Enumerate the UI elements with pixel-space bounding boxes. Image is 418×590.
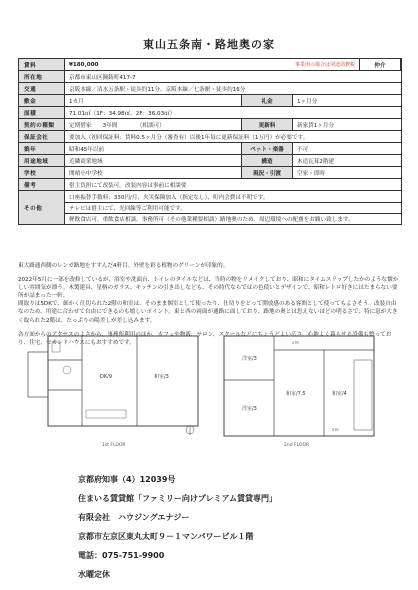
other-row xyxy=(19,191,401,224)
zoning-row xyxy=(19,155,401,167)
agency-license: 京都府知事（4）12039号 xyxy=(78,475,176,484)
tv-note: テレビは借主にて、光回線等ご利用可能です。 xyxy=(65,202,401,213)
brokerage-badge: 仲介 xyxy=(359,59,401,70)
room-label-yoshitsu-2: 洋室/3 xyxy=(242,406,257,412)
room-label-yoshitsu-1: 洋室/3 xyxy=(242,356,257,362)
deposit-label: 敷金 xyxy=(19,95,65,106)
zoning-value: 近隣商業地域 xyxy=(69,158,103,165)
handover-label: 現況・引渡 xyxy=(241,167,293,178)
key-money-value: 1ヶ月分 xyxy=(297,98,318,105)
built-label: 築年 xyxy=(19,143,65,154)
key-money-label: 礼金 xyxy=(241,95,293,106)
agency-info xyxy=(78,470,277,584)
property-spec-table xyxy=(18,58,402,225)
agency-holiday: 水曜定休 xyxy=(78,570,110,579)
area-value: 71.01㎡（1F：34.98㎡、2F：36.03㎡） xyxy=(69,110,176,117)
floor-1-label: 1st FLOOR xyxy=(102,443,126,448)
contract-label: 契約の種類 xyxy=(19,119,65,130)
description-paragraph: 2022年5月に一部を改修しているが、浴室や洗面台、トイレのタイルなどは、当時の物をリメイクしており、昭和にタイムスリップしたかのような懐かしい雰囲気が漂う。木製建具、星柄のガラス、キッチンの引き出しなども、その時代ならではの色使いとデザインで、昭和レトロ好きにはたまらない要所が詰まった一軒。 xyxy=(18,277,399,300)
transport-label: 交通 xyxy=(19,83,65,94)
pet-value: 不可 xyxy=(297,146,309,153)
structure-value: 木造瓦葺2階建 xyxy=(297,158,335,165)
storage-label-2: STR xyxy=(332,428,339,432)
remarks-row xyxy=(19,179,401,191)
room-label-washitsu-1f: 和室/3 xyxy=(154,374,169,380)
storage-label: STR xyxy=(292,341,299,345)
other-label: その他 xyxy=(19,191,65,224)
built-row xyxy=(19,143,401,155)
description-paragraph: 東大路通西側のレンガ路地をすすんだ4軒目。外壁を彩る植物のグリーンが印象的。 xyxy=(18,263,229,269)
school-value: 開晴小中学校 xyxy=(69,170,103,177)
other-value: 口座振替手数料：330円/月、火災保険加入（指定なし）、町内会費は不明です。 xyxy=(69,194,269,201)
structure-label: 構造 xyxy=(241,155,293,166)
remarks-label: 備考 xyxy=(19,179,65,190)
deposit-value: 1カ月 xyxy=(69,98,84,105)
guarantor-row xyxy=(19,131,401,143)
zoning-label: 用途地域 xyxy=(19,155,65,166)
location-row xyxy=(19,71,401,83)
area-label: 面積 xyxy=(19,107,65,118)
area-row xyxy=(19,107,401,119)
guarantor-label: 保証会社 xyxy=(19,131,65,142)
agency-name: 有限会社 ハウジングエナジー xyxy=(78,513,190,522)
contract-value: 定期借家 3年間 （相談可） xyxy=(69,122,165,129)
rent-label: 賃料 xyxy=(19,59,65,70)
floor-plan-2f xyxy=(214,330,394,450)
floor-plan-1f xyxy=(22,330,202,450)
room-label-washitsu-75: 和室/7.5 xyxy=(286,391,306,397)
floor-2-label: 2nd FLOOR xyxy=(284,443,310,448)
remarks-value: 借主負担にて改装可。改装内容は事前に相談要 xyxy=(69,182,187,189)
handover-value: 空家・即時 xyxy=(297,170,325,177)
deposit-row xyxy=(19,95,401,107)
location-label: 所在地 xyxy=(19,71,65,82)
renewal-value: 新家賃1ヶ月分 xyxy=(297,122,335,129)
built-value: 昭和45年以前 xyxy=(69,146,105,153)
rent-value: ¥180,000 xyxy=(69,61,99,68)
agency-tagline: 住まいる賃貸館「ファミリー向けプレミアム賃貸専門」 xyxy=(78,494,277,503)
room-label-washitsu-4: 和室/4 xyxy=(332,391,347,397)
agency-address: 京都市左京区東丸太町９－１マンパワービル１階 xyxy=(78,532,254,541)
room-label-dk: DK/9 xyxy=(100,374,112,380)
rent-row xyxy=(19,59,401,71)
description-paragraph: 各方面からのアクセスのよさから、事務所利用のほか、カフェや物販、サロン、スクールなどにちょうどよい広さ。心地よく暮らせる設備も整っており、住宅、セカンドハウスにもおすすめです。 xyxy=(18,331,392,346)
transport-value: 京阪本線／清水五条駅・徒歩約11分、京阪本線／七条駅・徒歩約16分 xyxy=(69,86,246,93)
agency-phone: 電話：075-751-9900 xyxy=(78,551,165,560)
transport-row xyxy=(19,83,401,95)
location-value: 京都市東山区鐘鋳町417-7 xyxy=(69,74,136,81)
contract-row xyxy=(19,119,401,131)
renewal-label: 更新料 xyxy=(241,119,293,130)
description-paragraph: 間取りは5DKで、細かく仕切られた2階の和室は、そのまま個室として使ったり、仕切りをとって開放感のある客間として使ってもよさそう。改装自由なのため、用途に合わせて自由にできるのも嬉しいポイント。東と西の両面が通路に面しており、路地の奥とは思えないほどの明るさで、特に窓が大きく取られた2階は、たっぷりの陽差しが差し込みます。 xyxy=(18,301,398,324)
school-row xyxy=(19,167,401,179)
property-title: 東山五条南・路地奥の家 xyxy=(143,38,275,51)
school-label: 学校 xyxy=(19,167,65,178)
guarantor-value: 要加入（初回保証料：賃料0.5ヶ月分（審査有）以後1年毎に更新保証料（1万円）が必要です。 xyxy=(69,134,309,141)
usage-note: 軽飲食店可。重飲食店相談。事務所可（その他業種要相談）路地奥のため、周辺環境への配慮をお願い致します。 xyxy=(65,213,401,224)
tax-note: 事業用の場合は別途消費税 xyxy=(294,62,355,68)
pet-label: ペット・楽器 xyxy=(241,143,293,154)
